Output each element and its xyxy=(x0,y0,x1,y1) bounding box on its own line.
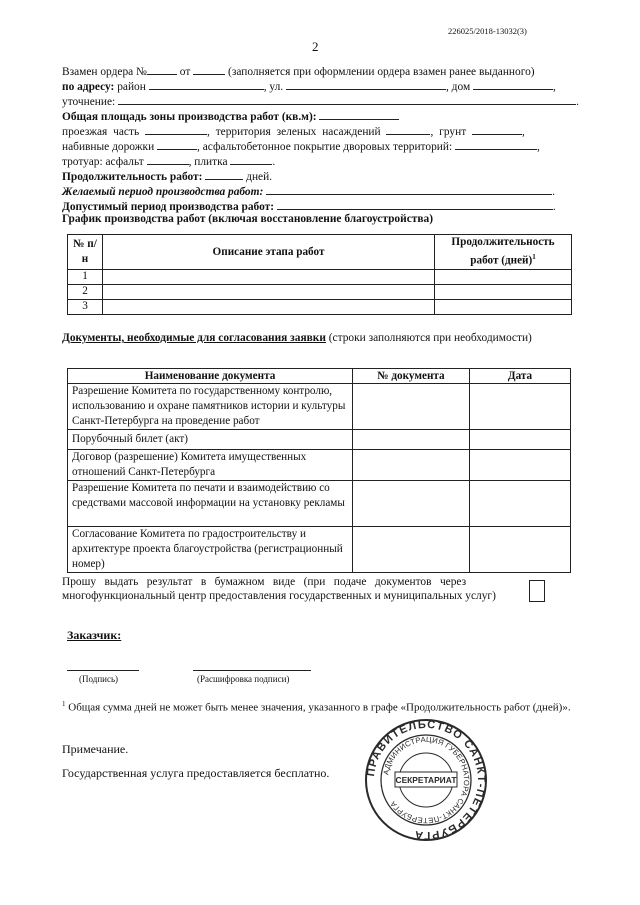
days-label: дней. xyxy=(246,171,273,183)
customer-label: Заказчик: xyxy=(67,628,122,642)
doc-col-date: Дата xyxy=(470,369,571,384)
doc-date-cell[interactable] xyxy=(470,527,571,573)
schedule-header-row xyxy=(68,235,572,270)
duration-header-text: Продолжительность работ (дней) xyxy=(451,236,555,267)
doc-date-cell[interactable] xyxy=(470,430,571,450)
sidewalk-tile-label: , плитка xyxy=(188,156,228,168)
table-row xyxy=(68,299,572,314)
doc-number-cell[interactable] xyxy=(353,481,470,527)
documents-table xyxy=(67,368,571,573)
green-area-label: , территория зеленых насаждений xyxy=(207,126,381,138)
documents-title: Документы, необходимые для согласования заявки xyxy=(62,332,326,344)
description-cell[interactable] xyxy=(103,269,435,284)
footnote-ref: 1 xyxy=(532,253,536,261)
form-line-area xyxy=(62,109,399,124)
documents-heading xyxy=(62,332,532,344)
doc-col-number: № документа xyxy=(353,369,470,384)
decode-caption: (Расшифровка подписи) xyxy=(197,674,290,684)
paths-field[interactable] xyxy=(157,139,197,150)
schedule-table xyxy=(67,234,572,315)
schedule-title: График производства работ (включая восстановление благоустройства) xyxy=(62,213,433,225)
roadway-field[interactable] xyxy=(145,124,207,135)
description-cell[interactable] xyxy=(103,299,435,314)
sidewalk-tile-field[interactable] xyxy=(230,154,272,165)
documents-header-row xyxy=(68,369,571,384)
form-line-order xyxy=(62,64,535,79)
duration-label: Продолжительность работ: xyxy=(62,171,203,183)
schedule-col-duration xyxy=(435,235,572,270)
order-date-label: от xyxy=(179,66,191,78)
table-row xyxy=(68,430,571,450)
doc-date-cell[interactable] xyxy=(470,450,571,481)
description-cell[interactable] xyxy=(103,284,435,299)
doc-number-cell[interactable] xyxy=(353,450,470,481)
order-label: Взамен ордера № xyxy=(62,66,147,78)
stamp-center-text: СЕКРЕТАРИАТ xyxy=(395,775,457,785)
form-line-surfaces-1 xyxy=(62,124,525,139)
sidewalk-asphalt-field[interactable] xyxy=(147,154,189,165)
doc-name-cell: Согласование Комитета по градостроительству и архитектуре проекта благоустройства (регистрационный номер) xyxy=(68,527,353,573)
document-id: 226025/2018-13032(3) xyxy=(448,26,527,36)
form-line-desired-period: Желаемый период производства работ: . xyxy=(62,186,555,198)
district-label: район xyxy=(117,81,146,93)
footnote-text: Общая сумма дней не может быть менее значения, указанного в графе «Продолжительность работ (дней)». xyxy=(68,701,571,714)
form-line-allowed-period: Допустимый период производства работ: . xyxy=(62,201,556,213)
order-number-field[interactable] xyxy=(147,64,177,75)
area-field[interactable] xyxy=(319,109,399,120)
signature-line[interactable] xyxy=(67,670,139,671)
form-line-sidewalk xyxy=(62,154,275,169)
doc-number-cell[interactable] xyxy=(353,527,470,573)
doc-name-cell: Порубочный билет (акт) xyxy=(68,430,353,450)
note-text: Государственная услуга предоставляется бесплатно. xyxy=(62,766,330,780)
form-line-duration xyxy=(62,169,272,184)
doc-date-cell[interactable] xyxy=(470,384,571,430)
form-line-clarification xyxy=(62,94,579,109)
doc-number-cell[interactable] xyxy=(353,384,470,430)
punct: , xyxy=(522,126,525,138)
duration-cell[interactable] xyxy=(435,284,572,299)
secretariat-stamp xyxy=(364,718,488,842)
doc-name-cell: Разрешение Комитета по государственному контролю, использованию и охране памятников истории и культуры Санкт-Петербурга на проведение работ xyxy=(68,384,353,430)
duration-field[interactable] xyxy=(205,169,243,180)
roadway-label: проезжая часть xyxy=(62,126,140,138)
street-label: , ул. xyxy=(263,81,284,93)
request-line-1: Прошу выдать результат в бумажном виде (при подаче документов через xyxy=(62,576,467,588)
footnote-mark: 1 xyxy=(62,700,66,708)
decode-line[interactable] xyxy=(193,670,311,671)
asphalt-yards-field[interactable] xyxy=(455,139,537,150)
table-row xyxy=(68,450,571,481)
desired-period-field[interactable] xyxy=(266,184,552,195)
clarification-field[interactable] xyxy=(118,94,576,105)
row-number: 1 xyxy=(68,269,103,284)
doc-name-cell: Разрешение Комитета по печати и взаимодействию со средствами массовой информации на установку рекламы xyxy=(68,481,353,527)
allowed-period-label: Допустимый период производства работ: xyxy=(62,201,274,213)
punct: , xyxy=(537,141,540,153)
allowed-period-field[interactable] xyxy=(277,199,553,210)
punct: , xyxy=(553,81,556,93)
table-row xyxy=(68,269,572,284)
asphalt-yards-label: , асфальтобетонное покрытие дворовых территорий: xyxy=(197,141,453,153)
paths-label: набивные дорожки xyxy=(62,141,155,153)
clarification-label: уточнение: xyxy=(62,96,116,108)
punct: . xyxy=(272,156,276,168)
paper-result-checkbox[interactable] xyxy=(529,580,545,602)
soil-label: , грунт xyxy=(430,126,467,138)
area-label: Общая площадь зоны производства работ (кв.м): xyxy=(62,111,317,123)
desired-period-label: Желаемый период производства работ: xyxy=(62,186,264,198)
table-row xyxy=(68,384,571,430)
district-field[interactable] xyxy=(149,79,264,90)
stamp-inner-text: АДМИНИСТРАЦИЯ ГУБЕРНАТОРА САНКТ-ПЕТЕРБУРГА xyxy=(381,734,472,826)
street-field[interactable] xyxy=(286,79,446,90)
table-row xyxy=(68,527,571,573)
punct: . xyxy=(576,96,579,108)
doc-col-name: Наименование документа xyxy=(68,369,353,384)
table-row xyxy=(68,284,572,299)
sidewalk-asphalt-label: тротуар: асфальт xyxy=(62,156,144,168)
doc-date-cell[interactable] xyxy=(470,481,571,527)
duration-cell[interactable] xyxy=(435,299,572,314)
form-line-address xyxy=(62,79,556,94)
green-area-field[interactable] xyxy=(386,124,430,135)
schedule-col-description: Описание этапа работ xyxy=(103,235,435,270)
schedule-col-number: № п/н xyxy=(68,235,103,270)
form-line-surfaces-2 xyxy=(62,139,540,154)
table-row xyxy=(68,481,571,527)
signature-caption: (Подпись) xyxy=(79,674,119,684)
stamp-outer-text: ПРАВИТЕЛЬСТВО САНКТ-ПЕТЕРБУРГА xyxy=(364,718,488,842)
house-field[interactable] xyxy=(473,79,553,90)
soil-field[interactable] xyxy=(472,124,522,135)
order-date-field[interactable] xyxy=(193,64,225,75)
duration-cell[interactable] xyxy=(435,269,572,284)
doc-name-cell: Договор (разрешение) Комитета имущественных отношений Санкт-Петербурга xyxy=(68,450,353,481)
documents-note: (строки заполняются при необходимости) xyxy=(328,332,532,344)
row-number: 3 xyxy=(68,299,103,314)
row-number: 2 xyxy=(68,284,103,299)
house-label: , дом xyxy=(445,81,471,93)
order-note: (заполняется при оформлении ордера взамен ранее выданного) xyxy=(228,66,535,78)
request-line-2: многофункциональный центр предоставления государственных и муниципальных услуг) xyxy=(62,590,496,602)
footnote xyxy=(62,700,571,714)
page-number: 2 xyxy=(312,39,319,54)
address-label: по адресу: xyxy=(62,81,115,93)
note-title: Примечание. xyxy=(62,742,129,756)
doc-number-cell[interactable] xyxy=(353,430,470,450)
